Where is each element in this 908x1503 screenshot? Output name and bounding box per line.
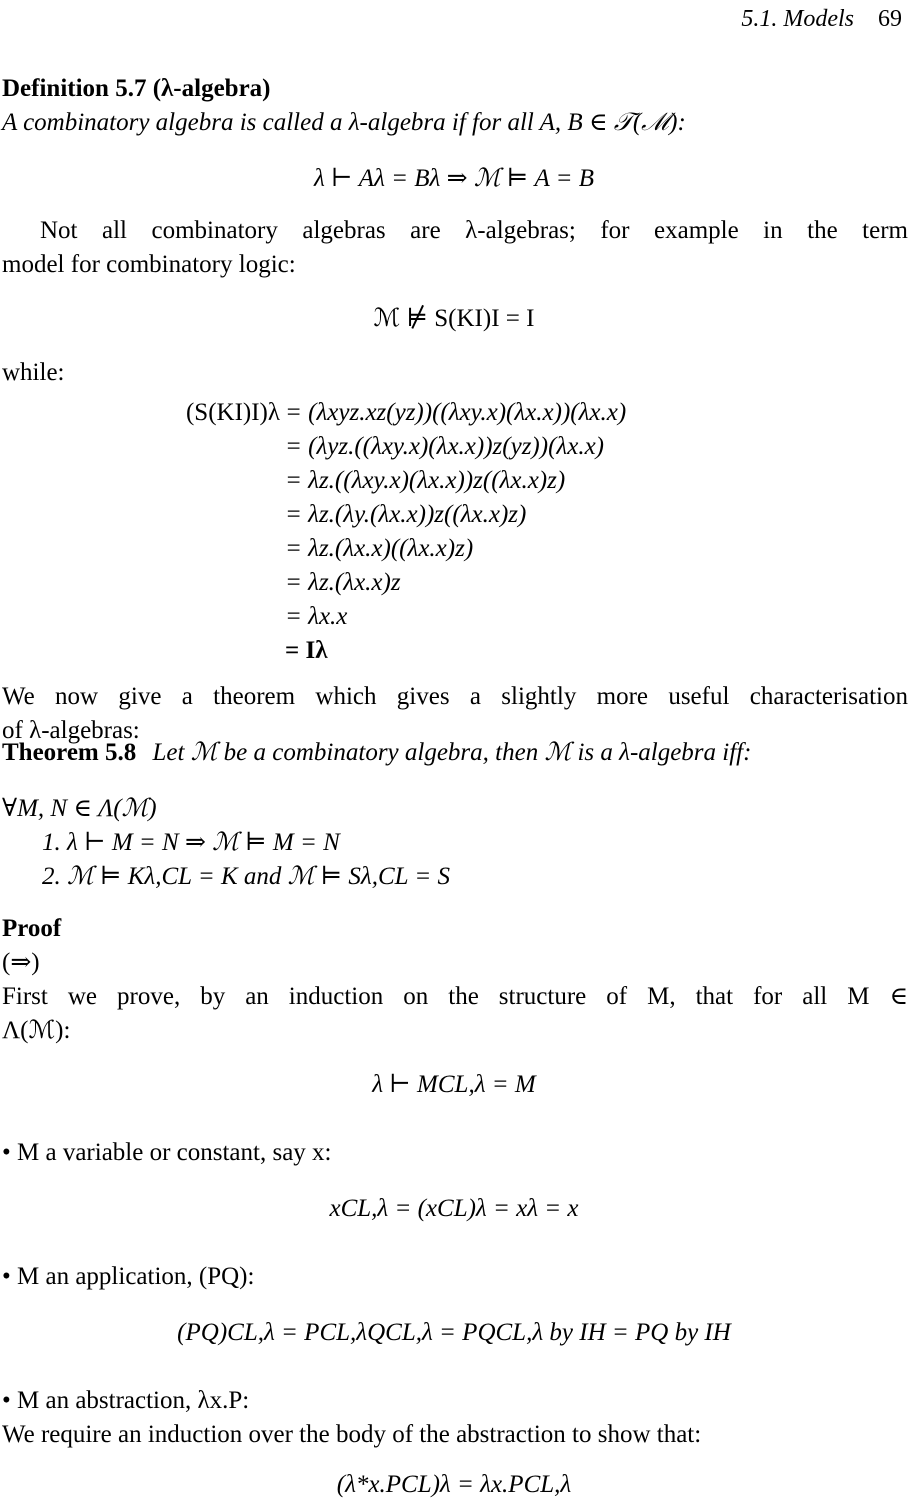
definition-formula: λ ⊢ Aλ = Bλ ⇒ ℳ ⊨ A = B xyxy=(313,165,595,192)
derivation-step: = (λyz.((λxy.x)(λx.x))z(yz))(λx.x) xyxy=(285,433,605,460)
page-number: 69 xyxy=(878,6,902,32)
theorem-heading: Theorem 5.8 xyxy=(2,739,137,766)
formula-2: ℳ ⊭ S(KI)I = I xyxy=(373,305,535,332)
proof-line-1: First we prove, by an induction on the structure of M, that for all M ∈ xyxy=(2,983,908,1010)
derivation-step: = λz.(λx.x)z xyxy=(285,569,401,596)
definition-statement: A combinatory algebra is called a λ-algebra if for all A, B ∈ 𝒯(ℳ): xyxy=(2,109,686,136)
case-3-formula: (λ*x.PCL)λ = λx.PCL,λ xyxy=(336,1471,572,1498)
derivation-step: = λz.((λxy.x)(λx.x))z((λx.x)z) xyxy=(285,467,566,494)
case-2-label: • M an application, (PQ): xyxy=(2,1263,255,1290)
case-3-line: We require an induction over the body of the abstraction to show that: xyxy=(2,1421,702,1448)
proof-line-2: Λ(ℳ): xyxy=(2,1017,71,1044)
derivation-lhs: (S(KI)I)λ xyxy=(185,399,280,426)
paragraph-1-line-1: Not all combinatory algebras are λ-algebras; for example in the term xyxy=(40,217,908,244)
theorem-line xyxy=(2,736,908,770)
derivation-step: = λz.(λy.(λx.x))z((λx.x)z) xyxy=(285,501,527,528)
theorem-item-2: 2. ℳ ⊨ Kλ,CL = K and ℳ ⊨ Sλ,CL = S xyxy=(42,863,450,890)
proof-heading: Proof xyxy=(2,915,62,942)
while-label: while: xyxy=(2,359,65,386)
running-header xyxy=(741,2,902,36)
paragraph-2-line-2: of λ-algebras: xyxy=(2,717,140,744)
proof-direction: (⇒) xyxy=(2,949,40,976)
paragraph-2-line-1: We now give a theorem which gives a slightly more useful characterisation xyxy=(2,683,908,710)
theorem-quantifier: ∀M, N ∈ Λ(ℳ) xyxy=(2,795,157,822)
case-1-formula: xCL,λ = (xCL)λ = xλ = x xyxy=(329,1195,579,1222)
case-1-label: • M a variable or constant, say x: xyxy=(2,1139,332,1166)
derivation-step: = (λxyz.xz(yz))((λxy.x)(λx.x))(λx.x) xyxy=(285,399,627,426)
case-3-label: • M an abstraction, λx.P: xyxy=(2,1387,250,1414)
derivation-step: = λx.x xyxy=(285,603,348,630)
derivation-step: = λz.(λx.x)((λx.x)z) xyxy=(285,535,474,562)
proof-formula: λ ⊢ MCL,λ = M xyxy=(372,1071,536,1098)
section-title: 5.1. Models xyxy=(741,6,854,32)
definition-heading: Definition 5.7 (λ-algebra) xyxy=(2,75,271,102)
theorem-statement: Let ℳ be a combinatory algebra, then ℳ is a λ-algebra iff: xyxy=(152,739,752,766)
theorem-item-1: 1. λ ⊢ M = N ⇒ ℳ ⊨ M = N xyxy=(42,829,340,856)
case-2-formula: (PQ)CL,λ = PCL,λQCL,λ = PQCL,λ by IH = PQ by IH xyxy=(177,1319,731,1346)
derivation-step: = Iλ xyxy=(285,637,328,664)
paragraph-1-line-2: model for combinatory logic: xyxy=(2,251,296,278)
